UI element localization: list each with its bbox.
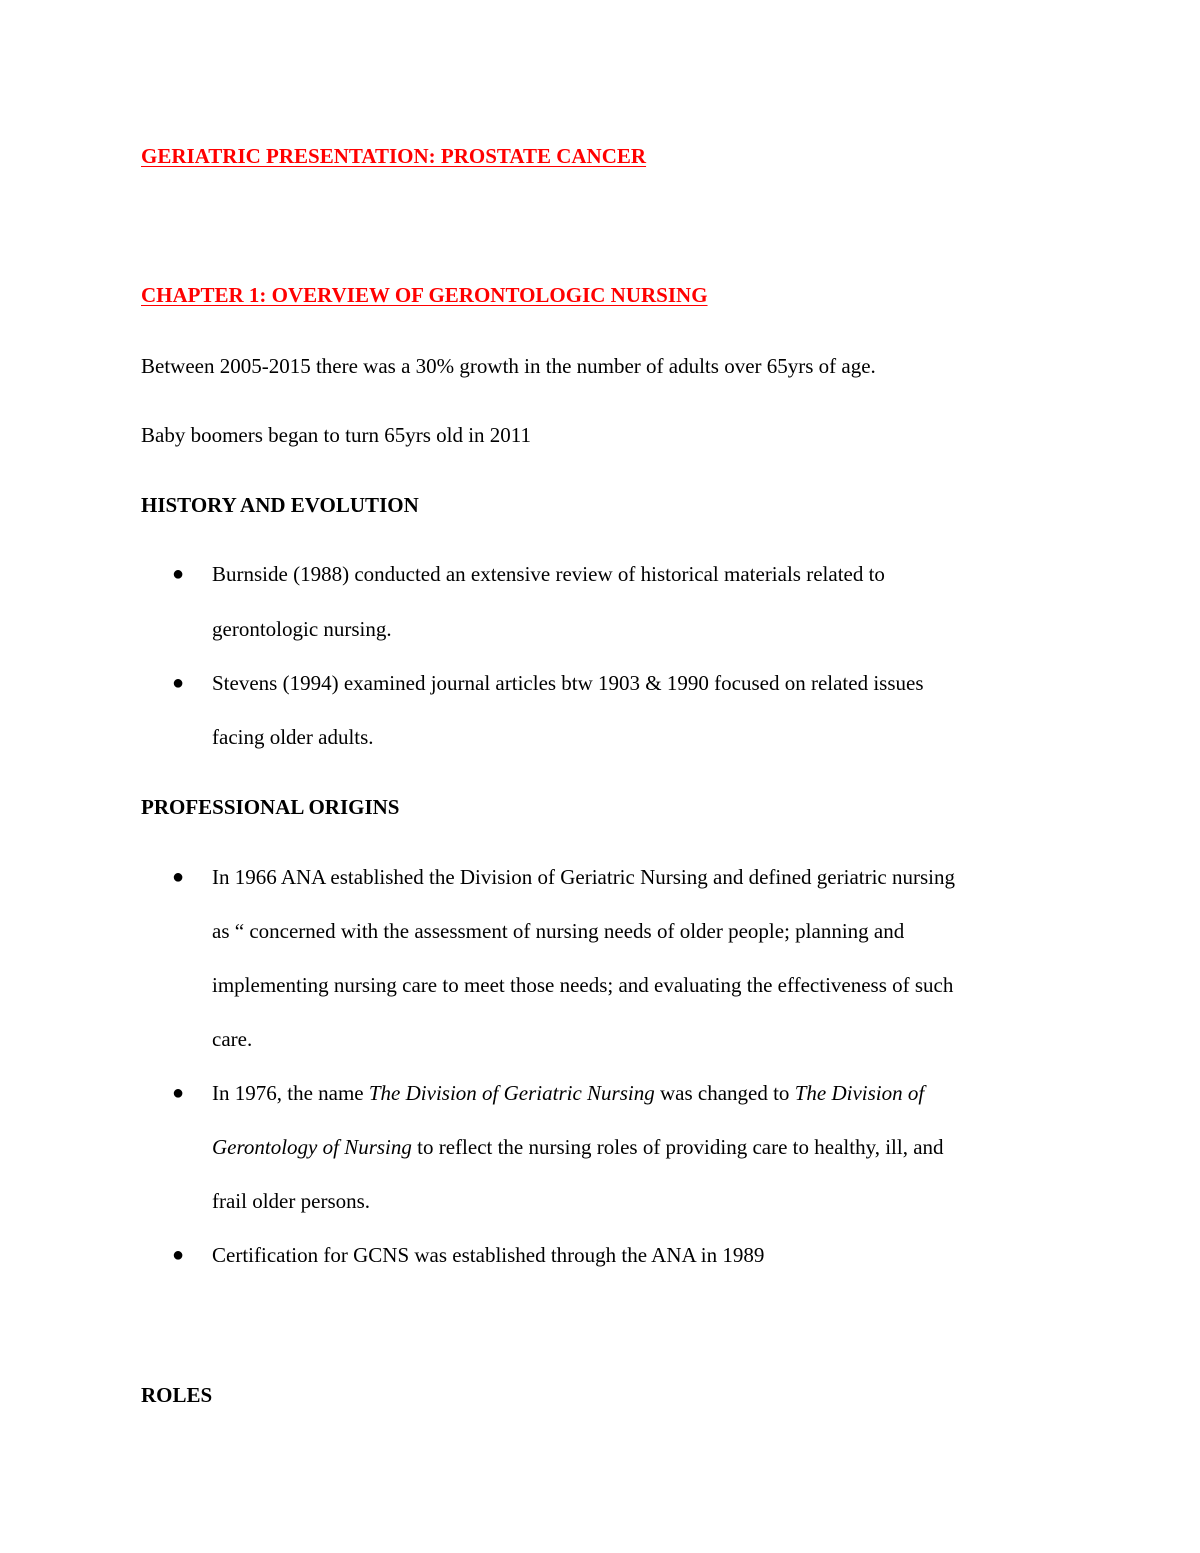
- chapter-heading: CHAPTER 1: OVERVIEW OF GERONTOLOGIC NURSING: [141, 283, 708, 307]
- italic-title: The Division of: [794, 1081, 925, 1105]
- section-heading-professional-origins: PROFESSIONAL ORIGINS: [141, 795, 400, 819]
- bullet-icon: ●: [172, 866, 185, 888]
- list-item-line: Certification for GCNS was established through the ANA in 1989: [212, 1243, 765, 1267]
- list-item-line: as “ concerned with the assessment of nursing needs of older people; planning and: [212, 919, 905, 943]
- intro-paragraph-2: Baby boomers began to turn 65yrs old in 2011: [141, 423, 532, 447]
- list-item-line: implementing nursing care to meet those needs; and evaluating the effectiveness of such: [212, 973, 954, 997]
- bullet-icon: ●: [172, 563, 185, 585]
- italic-title: The Division of Geriatric Nursing: [368, 1081, 655, 1105]
- list-item-line: [212, 1133, 944, 1161]
- list-item-line: gerontologic nursing.: [212, 617, 392, 641]
- bullet-icon: ●: [172, 1244, 185, 1266]
- section-heading-roles: ROLES: [141, 1383, 213, 1407]
- text-segment: to reflect the nursing roles of providing care to healthy, ill, and: [411, 1135, 944, 1159]
- list-item-line: [212, 1079, 924, 1107]
- list-item-line: facing older adults.: [212, 725, 374, 749]
- bullet-icon: ●: [172, 1082, 185, 1104]
- list-item-line: In 1966 ANA established the Division of Geriatric Nursing and defined geriatric nursing: [212, 865, 955, 889]
- document-title: GERIATRIC PRESENTATION: PROSTATE CANCER: [141, 144, 647, 168]
- text-segment: was changed to: [654, 1081, 795, 1105]
- list-item-line: Burnside (1988) conducted an extensive review of historical materials related to: [212, 562, 885, 586]
- intro-paragraph-1: Between 2005-2015 there was a 30% growth in the number of adults over 65yrs of age.: [141, 354, 876, 378]
- section-heading-history: HISTORY AND EVOLUTION: [141, 493, 419, 517]
- text-segment: In 1976, the name: [212, 1081, 369, 1105]
- list-item-line: Stevens (1994) examined journal articles btw 1903 & 1990 focused on related issues: [212, 671, 924, 695]
- list-item-line: frail older persons.: [212, 1189, 371, 1213]
- italic-title: Gerontology of Nursing: [212, 1135, 412, 1159]
- bullet-icon: ●: [172, 672, 185, 694]
- list-item-line: care.: [212, 1027, 253, 1051]
